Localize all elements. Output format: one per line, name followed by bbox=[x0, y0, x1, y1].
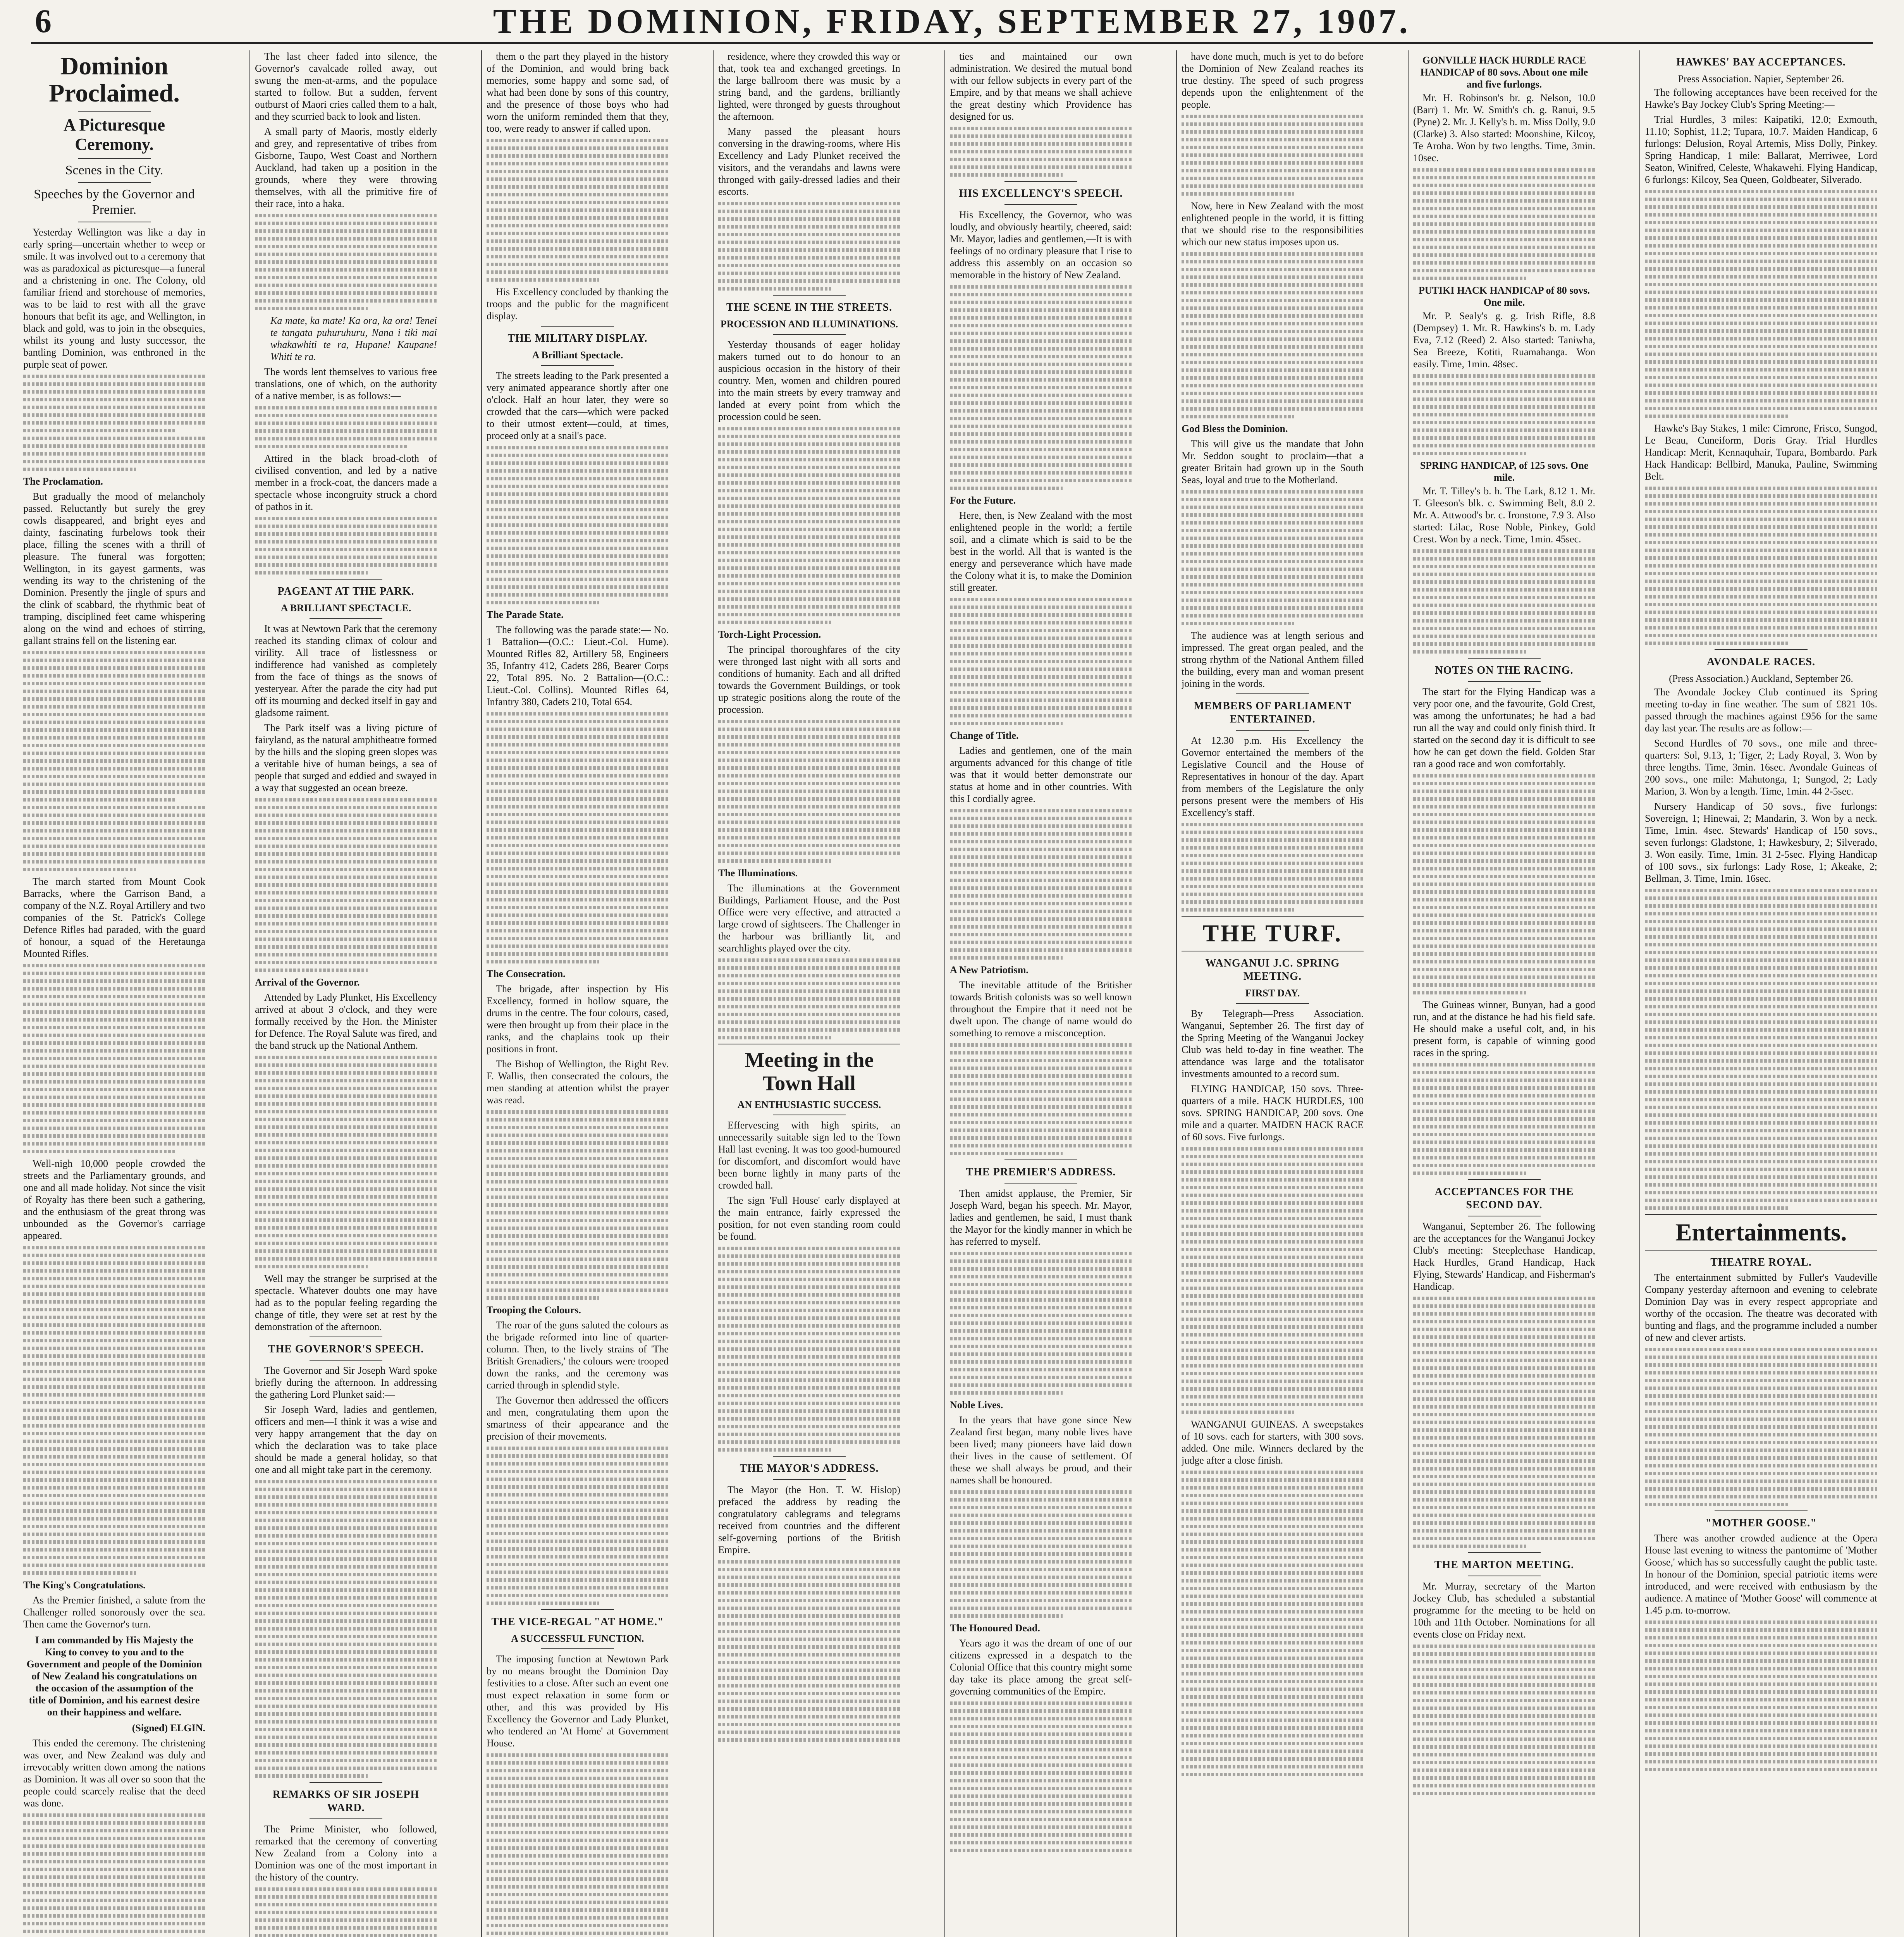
subhead-illuminations: The Illuminations. bbox=[718, 867, 798, 879]
text-filler bbox=[718, 427, 900, 624]
text-filler bbox=[718, 1247, 900, 1452]
article-paragraph: This ended the ceremony. The christening was over, and New Zealand was duly and irrevocably written down among the nations as Dominion. It was all over so soon that the people could scarcely realise that the deed was done. bbox=[23, 1737, 205, 1809]
column-separator bbox=[944, 50, 945, 1937]
divider bbox=[1236, 693, 1309, 694]
headline-notes-racing: NOTES ON THE RACING. bbox=[1435, 664, 1574, 676]
headline-excellency-speech: HIS EXCELLENCY'S SPEECH. bbox=[959, 188, 1123, 200]
divider bbox=[1468, 1552, 1541, 1553]
article-paragraph: The brigade, after inspection by His Excellency, formed in hollow square, the drums in the centre. The four colours, cased, were then brought up from their place in the ranks, and the chaplains took up their positions in front. bbox=[487, 983, 669, 1055]
text-filler bbox=[255, 517, 437, 575]
headline-military-display: THE MILITARY DISPLAY. bbox=[507, 332, 648, 344]
article-paragraph: Attired in the black broad-cloth of civilised convention, and led by a native member in a frock-coat, the dancers made a spectacle whose incongruity struck a chord of pathos in it. bbox=[255, 453, 437, 512]
text-filler bbox=[950, 127, 1132, 177]
article-paragraph: residence, where they crowded this way or that, took tea and exchanged greetings. In the large ballroom there was music by a string band, and the gardens, brilliantly lighted, were thronged by guests throughout the afternoon. bbox=[718, 51, 900, 122]
divider bbox=[773, 334, 846, 335]
divider bbox=[1182, 916, 1364, 917]
article-paragraph: Then amidst applause, the Premier, Sir Joseph Ward, began his speech. Mr. Mayor, ladies and gentlemen, he said, I must thank the Mayor for the kindly manner in which he has referred to myself. bbox=[950, 1188, 1132, 1247]
headline-town-hall: Meeting in the Town Hall bbox=[745, 1048, 874, 1095]
article-paragraph: The sign 'Full House' early displayed at the main entrance, fairly expressed the position, for not even standing room could be found. bbox=[718, 1195, 900, 1242]
article-paragraph: Now, here in New Zealand with the most enlightened people in the world, it is fitting that we should rise to the responsibilities which our new status imposes upon us. bbox=[1182, 200, 1364, 248]
article-paragraph: The Avondale Jockey Club continued its Spring meeting to-day in fine weather. The sum of £821 10s. passed through the machines against £956 for the same day last year. The results are as follow:— bbox=[1645, 686, 1877, 734]
text-filler bbox=[1413, 549, 1595, 654]
article-paragraph: The following was the parade state:— No. 1 Battalion—(O.C.: Lieut.-Col. Hume). Mounted Rifles 82, Artillery 58, Engineers 35, Infantry 412, Cadets 286, Bearer Corps 22, Total 895. No. 2 Battalion—(O.C.: Lieut.-Col. Collins). Mounted Rifles 64, Infantry 380, Cadets 210, Total 654. bbox=[487, 624, 669, 707]
article-paragraph: By Telegraph—Press Association. Wanganui, September 26. The first day of the Spring Meeting of the Wanganui Jockey Club was held to-day in fine weather. The attendance was large and the totalisator investments amounted to a record sum. bbox=[1182, 1008, 1364, 1079]
text-filler bbox=[1413, 1297, 1595, 1548]
column-separator bbox=[1639, 50, 1640, 1937]
divider bbox=[1715, 1510, 1808, 1511]
article-paragraph: The entertainment submitted by Fuller's Vaudeville Company yesterday afternoon and evening to celebrate Dominion Day was in every respect appropriate and worthy of the occasion. The theatre was decorated with bunting and flags, and the programme included a number of new and clever artists. bbox=[1645, 1272, 1877, 1343]
divider bbox=[310, 1782, 382, 1783]
text-filler bbox=[255, 1480, 437, 1778]
text-filler bbox=[23, 964, 205, 1153]
text-filler bbox=[255, 406, 437, 448]
headline-wanganui-meeting: WANGANUI J.C. SPRING MEETING. bbox=[1205, 957, 1340, 982]
article-paragraph: Here, then, is New Zealand with the most enlightened people in the world; a fertile soil, and a climate which is said to be the best in the world. All that is wanted is the energy and perseverance which have made the Colony what it is, to make the Dominion still greater. bbox=[950, 510, 1132, 593]
race-results: WANGANUI GUINEAS. A sweepstakes of 10 sovs. each for starters, with 300 sovs. added. One mile. Winners declared by the judge after a close finish. bbox=[1182, 1419, 1364, 1466]
article-paragraph: In the years that have gone since New Zealand first began, many noble lives have been lived; many pioneers have laid down their lives in the cause of settlement. Of these we shall always be proud, and their names shall be honoured. bbox=[950, 1414, 1132, 1486]
article-paragraph: As the Premier finished, a salute from the Challenger rolled sonorously over the sea. Then came the Governor's turn. bbox=[23, 1595, 205, 1630]
article-paragraph: The march started from Mount Cook Barracks, where the Garrison Band, a company of the N.Z. Royal Artillery and two companies of the St. Patrick's College Defence Rifles had paraded, with the guard of honour, a squad of the Heretaunga Mounted Rifles. bbox=[23, 876, 205, 959]
text-filler bbox=[1182, 115, 1364, 196]
subhead-parade-state: The Parade State. bbox=[487, 609, 564, 620]
headline-governors-speech: THE GOVERNOR'S SPEECH. bbox=[268, 1343, 424, 1355]
column-7 bbox=[1413, 50, 1595, 1937]
text-filler bbox=[1645, 487, 1877, 645]
text-filler bbox=[1413, 774, 1595, 994]
article-paragraph: The illuminations at the Government Buildings, Parliament House, and the Post Office were very effective, and attracted a large crowd of sightseers. The Challenger in the harbour was brilliantly lit, and searchlights played over the city. bbox=[718, 882, 900, 954]
headline-vice-regal: THE VICE-REGAL "AT HOME." bbox=[491, 1616, 664, 1628]
race-results: Mr. H. Robinson's br. g. Nelson, 10.0 (Barr) 1. Mr. W. Smith's ch. g. Ranui, 9.5 (Pyne) 2. Mr. J. Kelly's b. m. Miss Dolly, 9.0 (Clarke) 3. Also started: Moonshine, Kilcoy, Te Aroha. Won by two lengths. Time, 3min. 10sec. bbox=[1413, 92, 1595, 163]
headline-mother-goose: "MOTHER GOOSE." bbox=[1705, 1517, 1817, 1529]
headline-gonville-hurdle: GONVILLE HACK HURDLE RACE HANDICAP of 80 sovs. About one mile and five furlongs. bbox=[1420, 55, 1588, 90]
column-separator bbox=[713, 50, 714, 1937]
article-paragraph: The Prime Minister, who followed, remarked that the ceremony of converting New Zealand from a Colony into a Dominion was one of the most important in the history of the country. bbox=[255, 1823, 437, 1883]
text-filler bbox=[950, 1252, 1132, 1395]
divider bbox=[78, 111, 151, 112]
divider bbox=[78, 182, 151, 183]
text-filler bbox=[255, 1887, 437, 1937]
divider bbox=[541, 365, 614, 366]
text-filler bbox=[487, 712, 669, 963]
text-filler bbox=[255, 1056, 437, 1268]
article-paragraph: The words lent themselves to various free translations, one of which, on the authority of a native member, is as follows:— bbox=[255, 366, 437, 401]
column-3 bbox=[487, 50, 669, 1937]
text-filler bbox=[23, 651, 205, 871]
text-filler bbox=[950, 1043, 1132, 1155]
text-filler bbox=[23, 1246, 205, 1575]
article-paragraph: But gradually the mood of melancholy passed. Reluctantly but surely the grey cowls disappeared, and bright eyes and dainty, fascinating furbelows took their place, filling the scenes with a thrill of pleasure. The funeral was forgotten; Wellington, in its gayest garments, was wending its way to the christening of the Dominion. Presently the jingle of spurs and the clink of scabbard, the rhythmic beat of tramping, disciplined feet came whispering along on the wind and echoes of stirring, gallant strains fell on the listening ear. bbox=[23, 491, 205, 646]
text-filler bbox=[950, 598, 1132, 725]
text-filler bbox=[1182, 1147, 1364, 1414]
headline-premiers-address: THE PREMIER'S ADDRESS. bbox=[966, 1166, 1116, 1178]
subhead-trooping: Trooping the Colours. bbox=[487, 1304, 581, 1316]
divider bbox=[1236, 1003, 1309, 1004]
signature: (Signed) ELGIN. bbox=[132, 1722, 205, 1734]
headline-putiki-hack: PUTIKI HACK HANDICAP of 80 sovs. One mile. bbox=[1418, 285, 1590, 308]
text-filler bbox=[487, 139, 669, 282]
column-5 bbox=[950, 50, 1132, 1937]
column-1 bbox=[23, 50, 205, 1937]
divider bbox=[541, 1648, 614, 1649]
article-paragraph: Attended by Lady Plunket, His Excellency arrived at about 3 o'clock, and they were formally received by the Hon. the Minister for Defence. The Royal Salute was fired, and the band struck up the National Anthem. bbox=[255, 992, 437, 1051]
divider bbox=[1004, 204, 1077, 205]
text-filler bbox=[1413, 168, 1595, 280]
text-filler bbox=[1182, 1471, 1364, 1776]
subhead-proclamation: The Proclamation. bbox=[23, 476, 103, 487]
text-filler bbox=[1645, 1348, 1877, 1506]
text-filler bbox=[1645, 889, 1877, 1210]
text-filler bbox=[487, 1110, 669, 1300]
divider bbox=[541, 326, 614, 327]
column-8 bbox=[1645, 50, 1877, 1937]
headline-hawkes-bay: HAWKES' BAY ACCEPTANCES. bbox=[1676, 56, 1846, 68]
article-paragraph: This will give us the mandate that John Mr. Seddon sought to proclaim—that a greater Britain had grown up in the South Seas, loyal and true to the Motherland. bbox=[1182, 438, 1364, 485]
article-paragraph: them o the part they played in the history of the Dominion, and would bring back memories, some happy and some sad, of what had been done by sons of this country, and the presence of those boys who had worn the uniform reminded them that they, too, were ready to answer if called upon. bbox=[487, 51, 669, 134]
article-paragraph: Yesterday Wellington was like a day in early spring—uncertain whether to weep or smile. It was involved out to a ceremony that was as paradoxical as picturesque—a funeral and a christening in one. The Colony, old familiar friend and storehouse of memories, was to be laid to rest with all the grave honours that befit its age, and Wellington, in black and gold, was to join in the obsequies, whilst its young and lusty successor, the bantling Dominion, was enthroned in the purple seat of power. bbox=[23, 227, 205, 370]
divider bbox=[78, 158, 151, 159]
divider bbox=[773, 1456, 846, 1457]
text-filler bbox=[950, 285, 1132, 490]
article-paragraph: The inevitable attitude of the Britisher towards British colonists was so well known throughout the Empire that it need not be dwelt upon. The change of name would do something to remove a misconception. bbox=[950, 979, 1132, 1039]
subhead-kings-congratulations: The King's Congratulations. bbox=[23, 1579, 146, 1591]
article-paragraph: Wanganui, September 26. The following are the acceptances for the Wanganui Jockey Club's meeting: Steeplechase Handicap, Hack Hurdles, Grand Handicap, Hack Flying, Stewards' Handicap, and Fisherman's Handicap. bbox=[1413, 1221, 1595, 1292]
column-separator bbox=[249, 50, 250, 1937]
masthead-rule bbox=[31, 42, 1873, 44]
race-results: Trial Hurdles, 3 miles: Kaipatiki, 12.0; Exmouth, 11.10; Sophist, 11.2; Tupara, 10.7. Maiden Handicap, 6 furlongs: Delusion, Royal Artemis, Miss Dolly, Pinkey. Spring Handicap, 1 mile: Ballarat, Merriwee, Lord Seaton, Winifred, Celeste, Whakawehi. Flying Handicap, 6 furlongs: Kilcoy, Sea Queen, Goldbeater, Silverado. bbox=[1645, 114, 1877, 185]
text-filler bbox=[718, 1560, 900, 1742]
headline-mayors-address: THE MAYOR'S ADDRESS. bbox=[740, 1462, 879, 1474]
subheadline-brilliant-spectacle: A BRILLIANT SPECTACLE. bbox=[280, 602, 411, 614]
text-filler bbox=[255, 214, 437, 310]
article-paragraph: His Excellency, the Governor, who was loudly, and obviously heartily, cheered, said: Mr. Mayor, ladies and gentlemen,—It is with feelings of no ordinary pleasure that I rise to address this assembly on an occasion so memorable in the history of New Zealand. bbox=[950, 209, 1132, 280]
divider bbox=[1004, 1159, 1077, 1160]
text-filler bbox=[1182, 490, 1364, 625]
article-paragraph: His Excellency concluded by thanking the troops and the public for the magnificent display. bbox=[487, 286, 669, 322]
article-paragraph: The Guineas winner, Bunyan, had a good run, and at the distance he had his field safe. He should make a useful colt, and, in his present form, is capable of winning good races in the spring. bbox=[1413, 999, 1595, 1058]
headline-acceptances-second-day: ACCEPTANCES FOR THE SECOND DAY. bbox=[1434, 1186, 1574, 1211]
article-paragraph: The Mayor (the Hon. T. W. Hislop) prefaced the address by reading the congratulatory cablegrams and telegrams received from countries and the different self-governing portions of the British Empire. bbox=[718, 1484, 900, 1555]
divider bbox=[310, 1818, 382, 1819]
headline-spring-handicap: SPRING HANDICAP, of 125 sovs. One mile. bbox=[1420, 460, 1589, 483]
text-filler bbox=[23, 375, 205, 471]
race-results: Nursery Handicap of 50 sovs., five furlongs: Sovereign, 1; Hinewai, 2; Mandarin, 3. Won by a neck. Time, 1min. 4sec. Stewards' Handicap of 150 sovs., seven furlongs: Gladstone, 1; Hawkesbury, 2; Silverado, 3. Won easily. Time, 1min. 31 2-5sec. Flying Handicap of 100 sovs., six furlongs: Lady Rose, 1; Akeake, 2; Bellman, 3. Time, 1min. 16sec. bbox=[1645, 801, 1877, 884]
text-filler bbox=[1182, 252, 1364, 418]
column-separator bbox=[1408, 50, 1409, 1937]
headline-avondale-races: AVONDALE RACES. bbox=[1707, 656, 1815, 668]
subheadline-brilliant-spectacle: A Brilliant Spectacle. bbox=[532, 349, 623, 361]
text-filler bbox=[950, 1490, 1132, 1618]
text-filler bbox=[718, 958, 900, 1039]
race-results: Second Hurdles of 70 sovs., one mile and three-quarters: Sol, 9.13, 1; Tiger, 2; Lady Royal, 3. Won by three lengths. Time, 3min. 16sec. Avondale Guineas of 200 sovs., one mile: Mahutonga, 1; Sungod, 2; Lady Marion, 3. Won by a length. Time, 1min. 44 2-5sec. bbox=[1645, 738, 1877, 797]
headline-theatre-royal: THEATRE ROYAL. bbox=[1710, 1256, 1812, 1268]
divider bbox=[1468, 681, 1541, 682]
text-filler bbox=[1413, 374, 1595, 455]
headline-remarks-ward: REMARKS OF SIR JOSEPH WARD. bbox=[272, 1789, 420, 1814]
headline-members-parliament: MEMBERS OF PARLIAMENT ENTERTAINED. bbox=[1194, 700, 1352, 725]
subhead-noble-lives: Noble Lives. bbox=[950, 1399, 1003, 1411]
haka-verse: Ka mate, ka mate! Ka ora, ka ora! Tenei te tangata puhuruhuru, Nana i tiki mai whakawhiti te ra, Hupane! Kaupane! Whiti te ra. bbox=[270, 315, 437, 362]
headline-the-turf: THE TURF. bbox=[1203, 920, 1342, 947]
headline-entertainments: Entertainments. bbox=[1675, 1218, 1847, 1246]
article-paragraph: The start for the Flying Handicap was a very poor one, and the favourite, Gold Crest, was among the unfortunates; he had a bad run all the way and could only finish third. It started on the second day it is difficult to see how he can get down the field. Golden Star ran a good race and won comfortably. bbox=[1413, 686, 1595, 769]
divider bbox=[541, 1609, 614, 1610]
text-filler bbox=[255, 798, 437, 972]
article-paragraph: Ladies and gentlemen, one of the main arguments advanced for this change of title was that it would better demonstrate our status at home and in other countries. With this I cordially agree. bbox=[950, 745, 1132, 804]
race-results: FLYING HANDICAP, 150 sovs. Three-quarters of a mile. HACK HURDLES, 100 sovs. SPRING HANDICAP, 200 sovs. One mile and a quarter. MAIDEN HACK RACE of 60 sovs. Five furlongs. bbox=[1182, 1083, 1364, 1142]
divider bbox=[1004, 181, 1077, 182]
article-paragraph: Mr. Murray, secretary of the Marton Jockey Club, has scheduled a substantial programme for the meeting to be held on 10th and 11th October. Nominations for all events close on Friday next. bbox=[1413, 1581, 1595, 1640]
dateline-auckland: (Press Association.) Auckland, September 26. bbox=[1669, 673, 1853, 684]
subheadline-enthusiastic: AN ENTHUSIASTIC SUCCESS. bbox=[737, 1099, 881, 1110]
article-paragraph: The principal thoroughfares of the city were thronged last night with all sorts and conditions of humanity. Each and all drifted towards the Government Buildings, or took up strategic positions along the route of the procession. bbox=[718, 644, 900, 715]
column-separator bbox=[1176, 50, 1177, 1937]
subhead-honoured-dead: The Honoured Dead. bbox=[950, 1622, 1040, 1634]
article-paragraph: A small party of Maoris, mostly elderly and grey, and representative of tribes from Gisborne, Taupo, West Coast and Northern Auckland, had taken up a position in the grounds, where they were throwing themselves, with all the primitive fire of their race, into a haka. bbox=[255, 126, 437, 209]
masthead bbox=[15, 0, 1889, 46]
divider bbox=[310, 1360, 382, 1361]
divider bbox=[1715, 649, 1808, 650]
text-filler bbox=[950, 809, 1132, 960]
article-paragraph: The streets leading to the Park presented a very animated appearance shortly after one o'clock. Half an hour later, they were so crowded that the cars—which were packed to their utmost extent—could, at times, proceed only at a snail's pace. bbox=[487, 370, 669, 441]
article-paragraph: have done much, much is yet to do before the Dominion of New Zealand reaches its true destiny. The speed of such progress depends upon the enlightenment of the people. bbox=[1182, 51, 1364, 110]
article-paragraph: The Governor then addressed the officers and men, congratulating them upon the smartness of their appearance and the precision of their movements. bbox=[487, 1395, 669, 1442]
text-filler bbox=[1182, 823, 1364, 912]
text-filler bbox=[23, 1813, 205, 1937]
divider bbox=[1468, 658, 1541, 659]
race-results: Hawke's Bay Stakes, 1 mile: Cimrone, Frisco, Sungod, Le Beau, Cuneiform, Doris Gray. Trial Hurdles Handicap: Merit, Kennaquhair, Tupara, Bombardo. Park Hack Handicap: Bellbird, Manuka, Pauline, Swimming Belt. bbox=[1645, 423, 1877, 482]
text-filler bbox=[487, 446, 669, 604]
subhead-arrival: Arrival of the Governor. bbox=[255, 977, 360, 988]
article-paragraph: The last cheer faded into silence, the Governor's cavalcade rolled away, out swung the men-at-arms, and the populace started to follow. But a sudden, fervent outburst of Maori cries called them to a halt, and they scurried back to look and listen. bbox=[255, 51, 437, 122]
article-paragraph: Effervescing with high spirits, an unnecessarily suitable sign led to the Town Hall last evening. It was too good-humoured for discomfort, and discomfort would have been borne lightly in many parts of the crowded hall. bbox=[718, 1120, 900, 1191]
subhead-new-patriotism: A New Patriotism. bbox=[950, 964, 1029, 975]
race-results: Mr. T. Tilley's b. h. The Lark, 8.12 1. Mr. T. Gleeson's blk. c. Swimming Belt, 8.0 2. Mr. A. Attwood's br. c. Ironstone, 7.9 3. Also started: Lilac, Rose Noble, Pinkey, Gold Crest. Won by a neck. Time, 1min. 45sec. bbox=[1413, 485, 1595, 545]
article-paragraph: Many passed the pleasant hours conversing in the drawing-rooms, where His Excellency and Lady Plunket received the visitors, and the verandahs and lawns were thronged with gaily-dressed ladies and their escorts. bbox=[718, 126, 900, 197]
column-2 bbox=[255, 50, 437, 1937]
dateline-napier: Press Association. Napier, September 26. bbox=[1678, 73, 1844, 84]
column-4 bbox=[718, 50, 900, 1937]
page-number: 6 bbox=[35, 2, 52, 40]
subheadline-successful-function: A SUCCESSFUL FUNCTION. bbox=[511, 1633, 644, 1644]
article-paragraph: The roar of the guns saluted the colours as the brigade reformed into line of quarter-column. Then, to the lively strains of 'The British Grenadiers,' the colours were trooped down the ranks, and the ceremony was carried through in splendid style. bbox=[487, 1319, 669, 1391]
headline-pageant: PAGEANT AT THE PARK. bbox=[277, 585, 415, 597]
article-paragraph: Well-nigh 10,000 people crowded the streets and the Parliamentary grounds, and one and all made holiday. Not since the visit of Royalty has there been such a gathering, and the enthusiasm of the great throng was unbounded as the Governor's carriage appeared. bbox=[23, 1158, 205, 1241]
text-filler bbox=[1645, 190, 1877, 418]
column-6 bbox=[1182, 50, 1364, 1937]
text-filler bbox=[487, 1447, 669, 1605]
subhead-change-title: Change of Title. bbox=[950, 730, 1019, 741]
subheadline-speeches: Speeches by the Governor and Premier. bbox=[34, 187, 195, 217]
headline-dominion-proclaimed: Dominion Proclaimed. bbox=[49, 52, 180, 107]
text-filler bbox=[718, 202, 900, 291]
article-paragraph: The following acceptances have been received for the Hawke's Bay Jockey Club's Spring Meeting:— bbox=[1645, 87, 1877, 110]
divider bbox=[1236, 730, 1309, 731]
masthead-title: THE DOMINION, FRIDAY, SEPTEMBER 27, 1907. bbox=[493, 2, 1411, 41]
subheadline-procession: PROCESSION AND ILLUMINATIONS. bbox=[720, 318, 898, 330]
article-paragraph: The imposing function at Newtown Park by no means brought the Dominion Day festivities to a close. After such an event one must expect relaxation in some form or other, and this was provided by His Excellency the Governor and Lady Plunket, who tendered an 'At Home' at Government House. bbox=[487, 1653, 669, 1749]
text-filler bbox=[1645, 1620, 1877, 1771]
article-paragraph: Yesterday thousands of eager holiday makers turned out to do honour to an auspicious occasion in the history of their country. Men, women and children poured into the main streets by every tramway and landed at every point from which the procession could be seen. bbox=[718, 339, 900, 422]
article-paragraph: ties and maintained our own administration. We desired the mutual bond with our fellow subjects in every part of the Empire, and by that means we shall achieve the great destiny which Providence has designed for us. bbox=[950, 51, 1132, 122]
divider bbox=[1645, 1214, 1877, 1215]
text-filler bbox=[718, 720, 900, 863]
text-filler bbox=[487, 1753, 669, 1935]
column-separator bbox=[481, 50, 482, 1937]
divider bbox=[1468, 1179, 1541, 1180]
text-filler bbox=[1413, 1645, 1595, 1795]
article-paragraph: The Park itself was a living picture of fairyland, as the natural amphitheatre formed by the hills and the sloping green slopes was a veritable hive of human beings, a sea of people that surged and eddied and swayed in a way that suggested an ocean breeze. bbox=[255, 722, 437, 793]
subheadline-first-day: FIRST DAY. bbox=[1245, 987, 1300, 999]
columns bbox=[23, 50, 1883, 1937]
article-paragraph: Years ago it was the dream of one of our citizens expressed in a despatch to the Colonial Office that this country might some day take its place among the great self-governing communities of the Empire. bbox=[950, 1638, 1132, 1697]
article-paragraph: The Governor and Sir Joseph Ward spoke briefly during the afternoon. In addressing the gathering Lord Plunket said:— bbox=[255, 1365, 437, 1400]
article-paragraph: Well may the stranger be surprised at the spectacle. Whatever doubts one may have had as to the popular feeling regarding the change of title, they were set at rest by the demonstration of the afternoon. bbox=[255, 1273, 437, 1332]
headline-marton-meeting: THE MARTON MEETING. bbox=[1434, 1559, 1574, 1571]
headline-picturesque-ceremony: A Picturesque Ceremony. bbox=[64, 115, 165, 154]
article-paragraph: It was at Newtown Park that the ceremony reached its standing climax of colour and virility. All trace of listlessness or indifference had vanished as completely from the face of things as the snows of yesteryear. After the parade the city had put off its mourning and decked itself in gay and gladsome raiment. bbox=[255, 623, 437, 718]
subhead-future: For the Future. bbox=[950, 495, 1016, 506]
divider bbox=[1004, 1183, 1077, 1184]
article-paragraph: The Bishop of Wellington, the Right Rev. F. Wallis, then consecrated the colours, the men standing at attention whilst the prayer was read. bbox=[487, 1058, 669, 1106]
article-paragraph: Sir Joseph Ward, ladies and gentlemen, officers and men—I think it was a wise and very happy arrangement that the day on which the declaration was to take place should be made a general holiday, so that one and all might take part in the ceremony. bbox=[255, 1404, 437, 1475]
divider bbox=[310, 579, 382, 580]
royal-message: I am commanded by His Majesty the King to convey to you and to the Government and people of the Dominion of New Zealand his congratulations on the occasion of the assumption of the title of Dominion, and his earnest desire on their happiness and welfare. bbox=[26, 1634, 202, 1718]
subheadline-scenes: Scenes in the City. bbox=[65, 163, 163, 177]
subhead-god-bless: God Bless the Dominion. bbox=[1182, 423, 1288, 434]
divider bbox=[773, 1479, 846, 1480]
headline-scene-streets: THE SCENE IN THE STREETS. bbox=[726, 301, 893, 313]
divider bbox=[310, 618, 382, 619]
race-results: Mr. P. Sealy's g. g. Irish Rifle, 8.8 (Dempsey) 1. Mr. R. Hawkins's b. m. Lady Eva, 7.12 (Reed) 2. Also started: Taniwha, Sea Breeze, Kotiti, Ruamahanga. Won easily. Time, 1min. 48sec. bbox=[1413, 310, 1595, 370]
article-paragraph: The audience was at length serious and impressed. The great organ pealed, and the strong rhythm of the National Anthem filled the building, every man and woman present joining in the words. bbox=[1182, 630, 1364, 689]
text-filler bbox=[950, 1701, 1132, 1852]
article-paragraph: At 12.30 p.m. His Excellency the Governor entertained the members of the Legislative Council and the House of Representatives in honour of the day. Apart from members of the Legislature the only persons present were the members of His Excellency's staff. bbox=[1182, 735, 1364, 818]
divider bbox=[773, 295, 846, 296]
subhead-consecration: The Consecration. bbox=[487, 968, 566, 979]
divider bbox=[1645, 1250, 1877, 1251]
subhead-torchlight: Torch-Light Procession. bbox=[718, 629, 821, 640]
text-filler bbox=[1413, 1063, 1595, 1175]
article-paragraph: There was another crowded audience at the Opera House last evening to witness the pantomime of 'Mother Goose,' which has so successfully caught the public taste. In honour of the Dominion, special patriotic items were introduced, and were received with enthusiasm by the audience. A matinee of 'Mother Goose' will commence at 1.45 p.m. to-morrow. bbox=[1645, 1533, 1877, 1616]
